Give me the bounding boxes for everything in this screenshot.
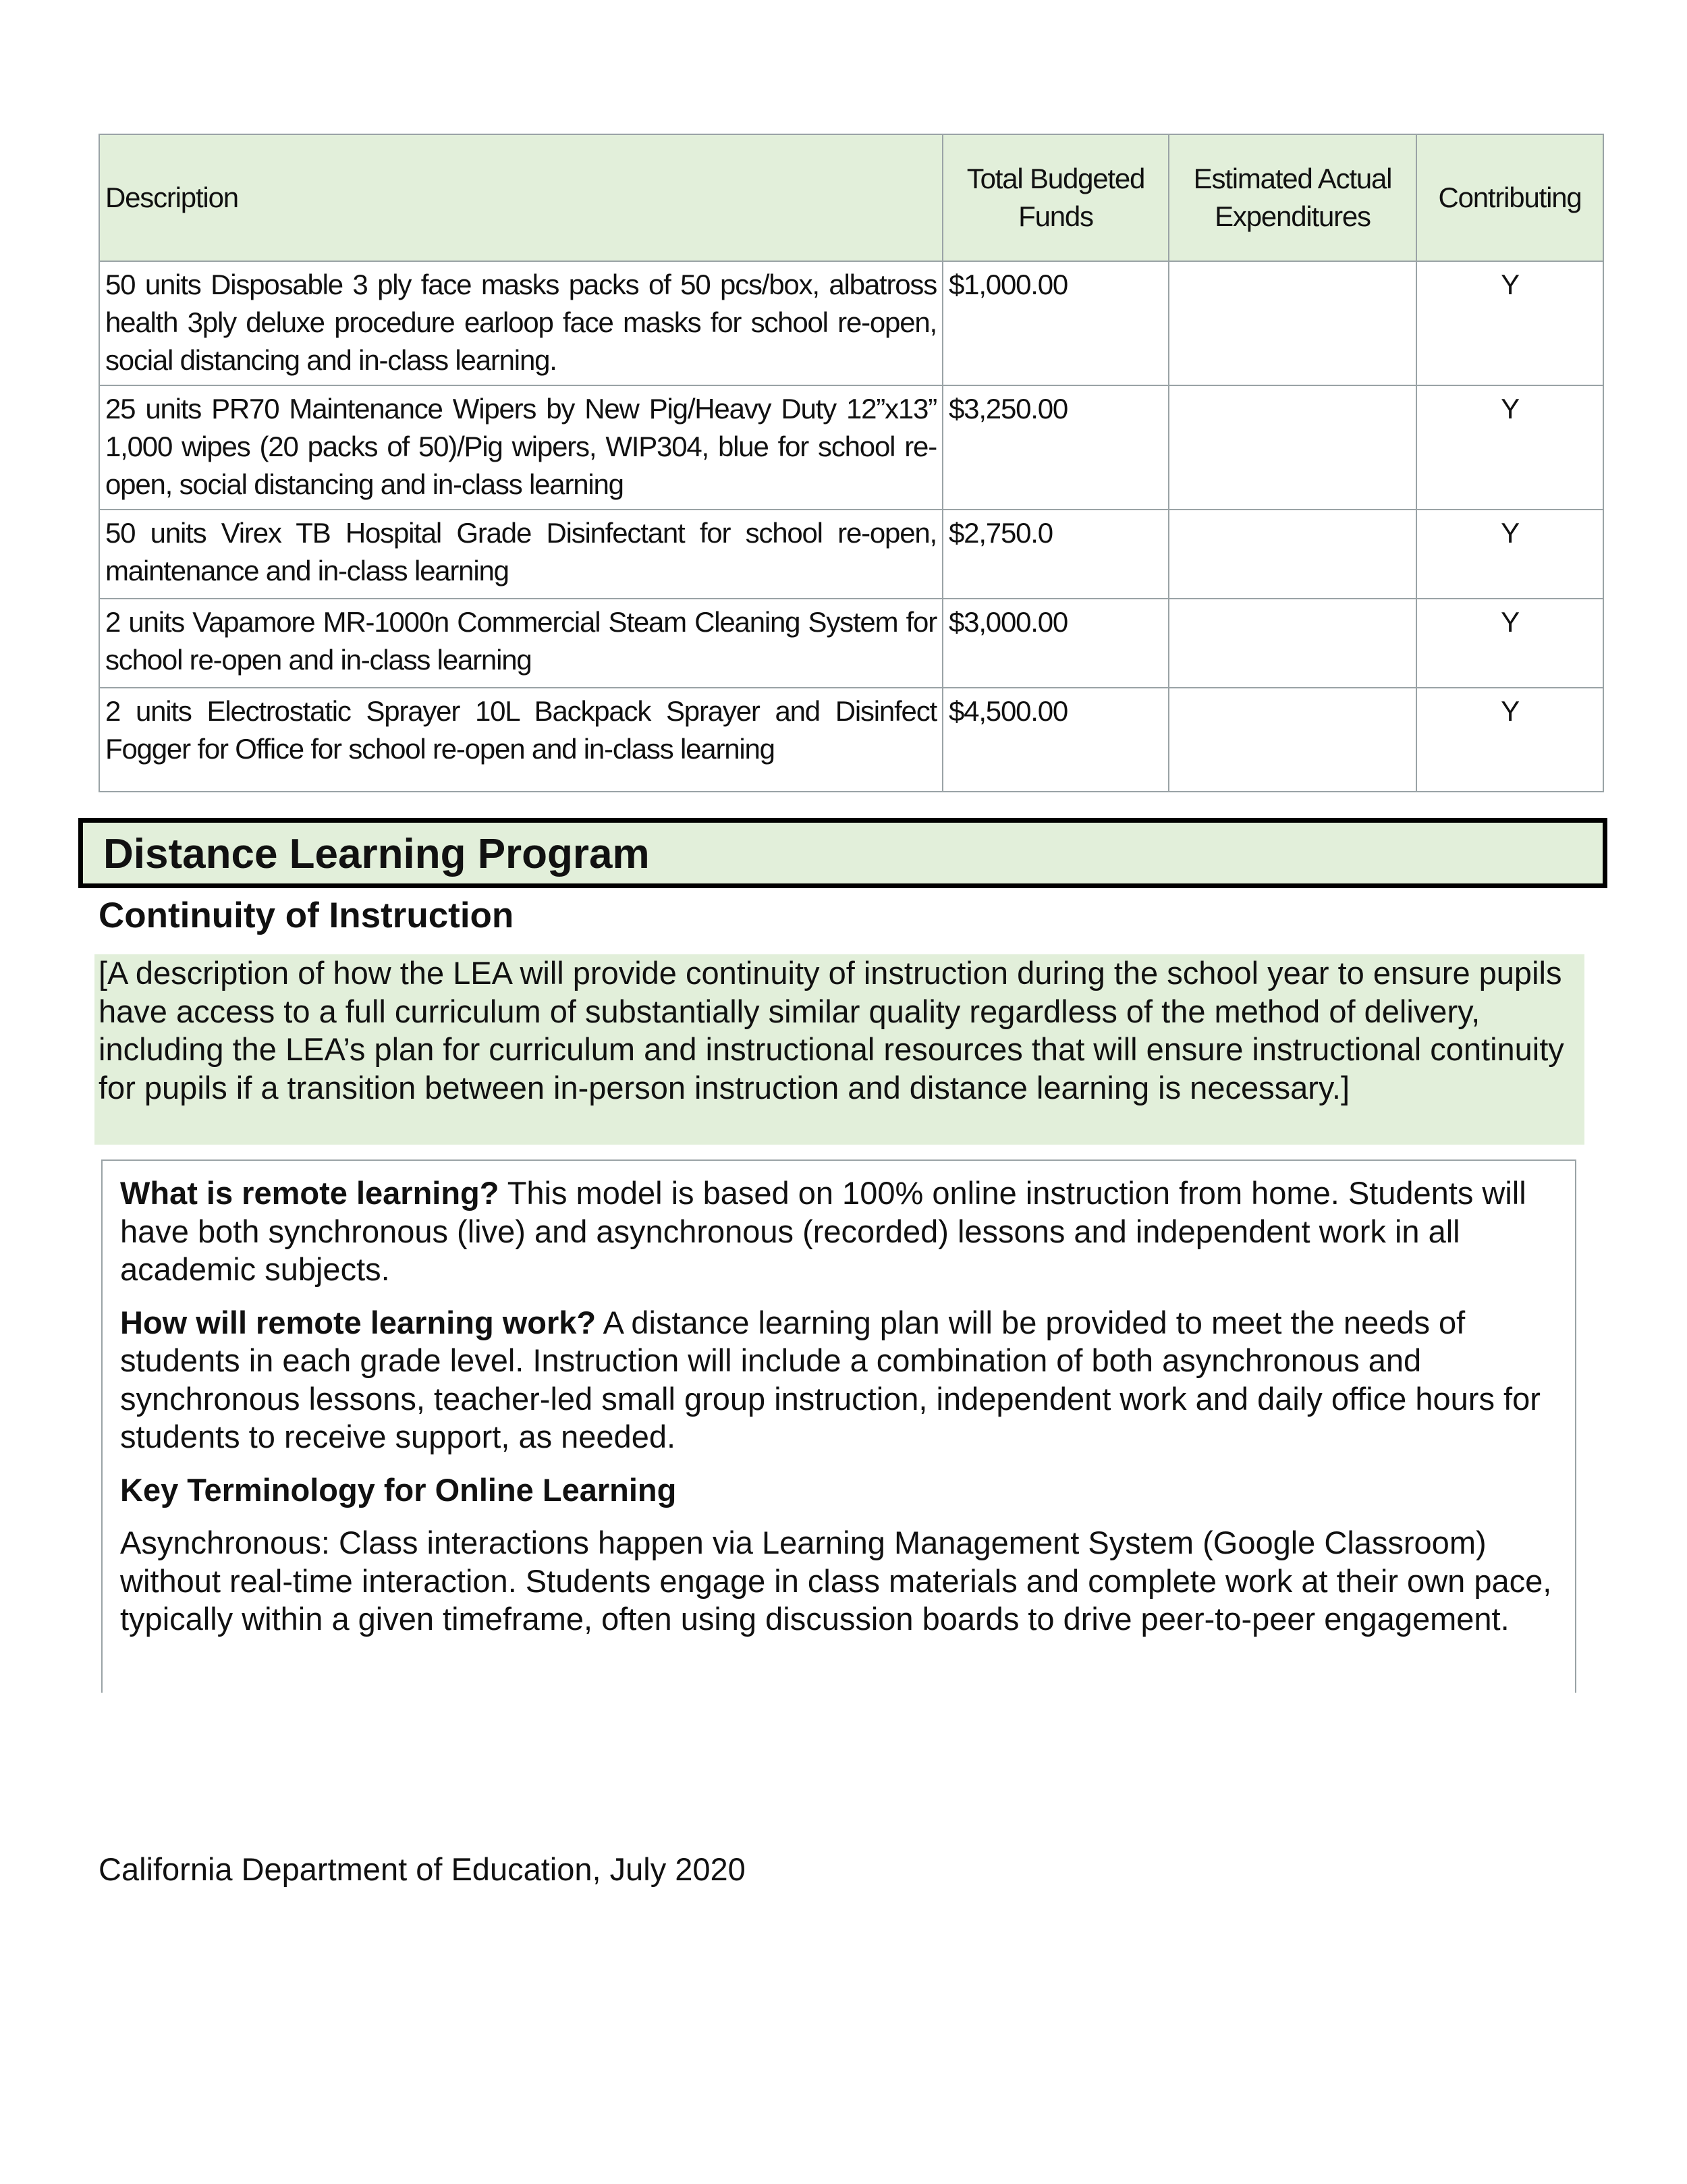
footer: California Department of Education, July 2020 [99, 1851, 746, 1887]
cell-total: $1,000.00 [943, 261, 1169, 385]
cell-estimated [1169, 261, 1416, 385]
question-label: How will remote learning work? [120, 1304, 597, 1340]
section-header [78, 818, 1607, 888]
cell-total: $3,000.00 [943, 599, 1169, 688]
response-paragraph [120, 1304, 1559, 1456]
header-contributing: Contributing [1416, 134, 1603, 261]
cell-contributing: Y [1416, 510, 1603, 599]
response-box [101, 1159, 1576, 1693]
terminology-heading-text: Key Terminology for Online Learning [120, 1471, 677, 1508]
header-estimated-actual-expenditures: Estimated Actual Expenditures [1169, 134, 1416, 261]
cell-description: 2 units Electrostatic Sprayer 10L Backpack Sprayer and Disinfect Fogger for Office for school re-open and in-class learning [99, 688, 943, 792]
question-label: What is remote learning? [120, 1175, 499, 1211]
table-row [99, 385, 1603, 510]
section-title: Distance Learning Program [103, 831, 650, 877]
header-total-budgeted-funds: Total Budgeted Funds [943, 134, 1169, 261]
cell-description: 50 units Virex TB Hospital Grade Disinfectant for school re-open, maintenance and in-class learning [99, 510, 943, 599]
cell-total: $4,500.00 [943, 688, 1169, 792]
table-row [99, 261, 1603, 385]
table-row [99, 688, 1603, 792]
cell-description: 50 units Disposable 3 ply face masks packs of 50 pcs/box, albatross health 3ply deluxe procedure earloop face masks for school re-open, social distancing and in-class learning. [99, 261, 943, 385]
cell-description: 25 units PR70 Maintenance Wipers by New Pig/Heavy Duty 12”x13” 1,000 wipes (20 packs of 50)/Pig wipers, WIP304, blue for school re-open, social distancing and in-class learning [99, 385, 943, 510]
cell-contributing: Y [1416, 599, 1603, 688]
response-paragraph [120, 1174, 1559, 1289]
table-row [99, 599, 1603, 688]
cell-contributing: Y [1416, 688, 1603, 792]
cell-total: $3,250.00 [943, 385, 1169, 510]
terminology-definition: Asynchronous: Class interactions happen via Learning Management System (Google Classroom) without real-time interaction. Students engage in class materials and complete work at their own pace, typically within a given timeframe, often using discussion boards to drive peer-to-peer engagement. [120, 1525, 1552, 1637]
budget-table [99, 134, 1604, 792]
cell-estimated [1169, 510, 1416, 599]
cell-estimated [1169, 688, 1416, 792]
prompt-description: [A description of how the LEA will provide continuity of instruction during the school year to ensure pupils have access to a full curriculum of substantially similar quality regardless of the method of delivery, including the LEA’s plan for curriculum and instructional resources that will ensure instructional continuity for pupils if a transition between in-person instruction and distance learning is necessary.] [94, 954, 1584, 1145]
subheading: Continuity of Instruction [99, 896, 514, 935]
cell-contributing: Y [1416, 261, 1603, 385]
answer-text: A distance learning plan will be provided to meet the needs of students in each grade level. Instruction will include a combination of both asynchronous and synchronous lessons, teacher-led small group instruction, independent work and daily office hours for students to receive support, as needed. [120, 1304, 1541, 1454]
table-row [99, 510, 1603, 599]
terminology-heading [120, 1471, 1559, 1510]
table-header-row [99, 134, 1603, 261]
cell-total: $2,750.0 [943, 510, 1169, 599]
cell-estimated [1169, 599, 1416, 688]
cell-contributing: Y [1416, 385, 1603, 510]
answer-text: This model is based on 100% online instruction from home. Students will have both synchronous (live) and asynchronous (recorded) lessons and independent work in all academic subjects. [120, 1175, 1526, 1287]
cell-estimated [1169, 385, 1416, 510]
header-description: Description [99, 134, 943, 261]
cell-description: 2 units Vapamore MR-1000n Commercial Steam Cleaning System for school re-open and in-class learning [99, 599, 943, 688]
